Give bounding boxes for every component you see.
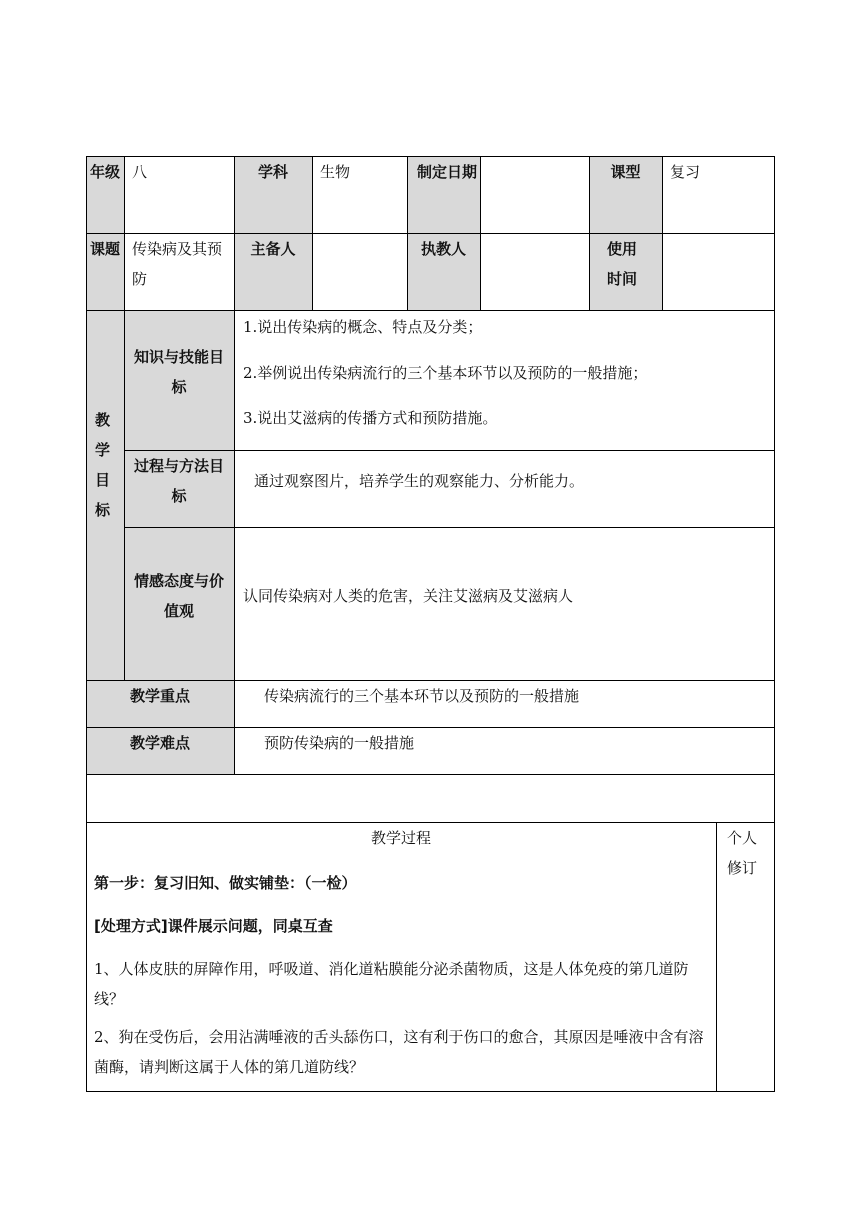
table-rule	[312, 156, 313, 310]
teacher-label: 执教人	[420, 240, 466, 258]
topic-label: 课题	[90, 240, 121, 258]
grade-label: 年级	[90, 163, 121, 181]
table-border-right	[774, 156, 775, 1092]
key-point-text: 传染病流行的三个基本环节以及预防的一般措施	[264, 687, 580, 705]
topic-value: 传染病及其预防	[132, 240, 223, 288]
question-1: 1、人体皮肤的屏障作用，呼吸道、消化道粘膜能分泌杀菌物质，这是人体免疫的第几道防线？	[94, 960, 689, 1008]
process-title: 教学过程	[370, 829, 431, 847]
table-rule	[124, 156, 125, 680]
preparer-label: 主备人	[250, 240, 296, 258]
knowledge-item: 3.说出艾滋病的传播方式和预防措施。	[243, 409, 498, 427]
question-2: 2、狗在受伤后，会用沾满唾液的舌头舔伤口，这有利于伤口的愈合，其原因是唾液中含有溶菌酶，请判断这属于人体的第几道防线？	[94, 1028, 704, 1076]
emotion-goal-text: 认同传染病对人类的危害，关注艾滋病及艾滋病人	[243, 587, 574, 605]
method-heading: [处理方式]课件展示问题，同桌互查	[94, 917, 333, 935]
objectives-label: 教学目标	[95, 411, 111, 519]
table-border-bottom	[86, 1091, 775, 1092]
knowledge-item: 1.说出传染病的概念、特点及分类；	[243, 318, 483, 336]
process-goal-label: 过程与方法目标	[133, 457, 224, 505]
table-rule	[716, 822, 717, 1092]
type-label: 课型	[610, 163, 641, 181]
knowledge-item: 2.举例说出传染病流行的三个基本环节以及预防的一般措施；	[243, 364, 648, 382]
key-point-label: 教学重点	[129, 687, 190, 705]
subject-value: 生物	[320, 163, 351, 181]
step-one-heading: 第一步：复习旧知、做实铺垫：（一检）	[94, 874, 357, 892]
table-rule	[124, 527, 775, 528]
type-value: 复习	[670, 163, 701, 181]
subject-label: 学科	[257, 163, 288, 181]
date-label: 制定日期	[417, 163, 478, 181]
process-goal-text: 通过观察图片，培养学生的观察能力、分析能力。	[254, 472, 585, 490]
personal-revision-label: 个人修订	[727, 829, 758, 877]
table-rule	[407, 156, 408, 310]
knowledge-label: 知识与技能目标	[133, 348, 224, 396]
table-rule	[662, 156, 663, 310]
usetime-label: 使用时间	[607, 240, 638, 288]
difficulty-label: 教学难点	[129, 734, 190, 752]
table-rule	[480, 156, 481, 310]
emotion-goal-label: 情感态度与价值观	[133, 572, 224, 620]
table-border-left	[86, 156, 87, 1092]
table-rule	[86, 774, 775, 775]
difficulty-text: 预防传染病的一般措施	[264, 734, 415, 752]
table-rule	[86, 310, 775, 311]
grade-value: 八	[132, 163, 148, 181]
